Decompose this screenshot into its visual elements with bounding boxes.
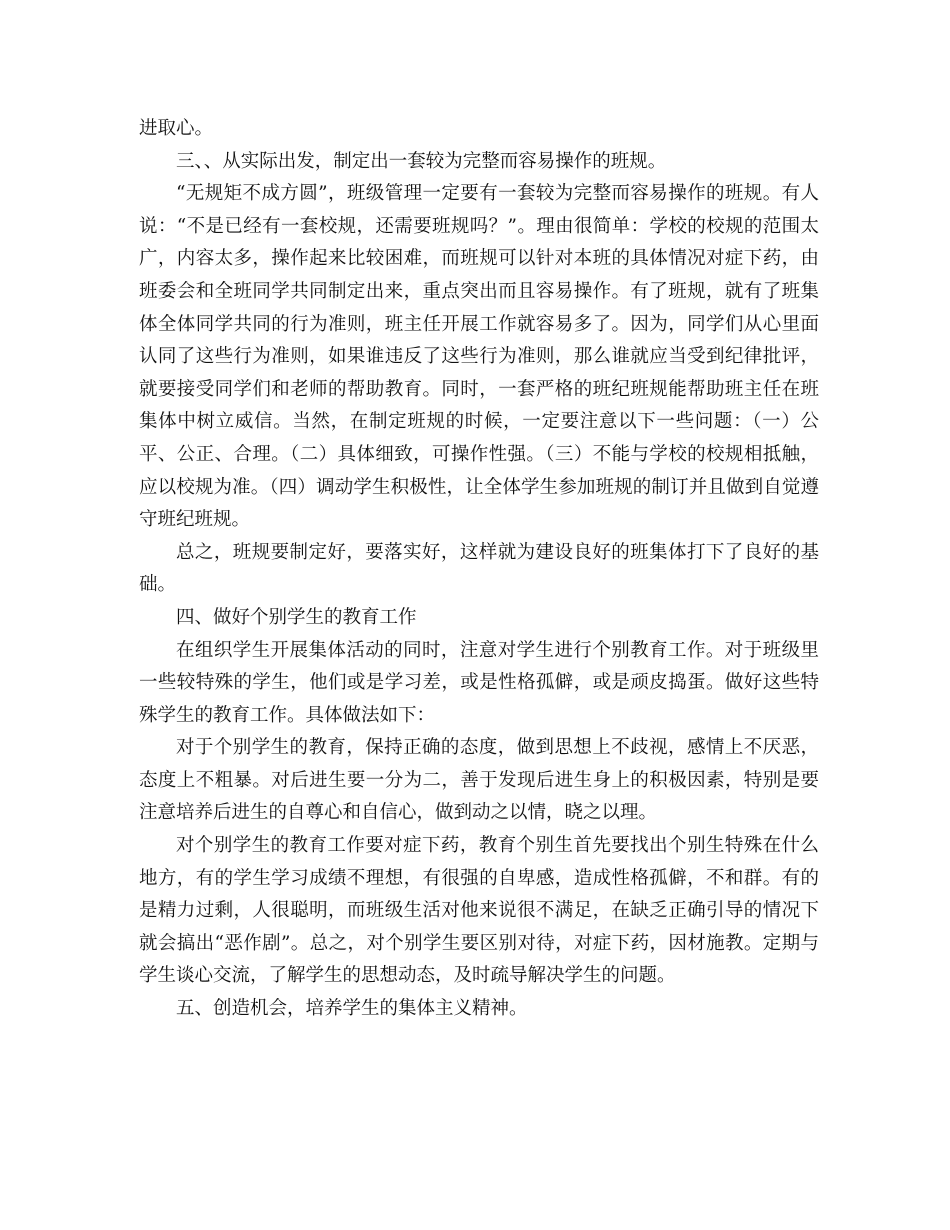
document-body	[139, 113, 819, 1026]
section-heading-4: 四、做好个别学生的教育工作	[176, 606, 417, 628]
paragraph-targeted-education: 对个别学生的教育工作要对症下药，教育个别生首先要找出个别生特殊在什么地方，有的学生学习成绩不理想，有很强的自卑感，造成性格孤僻，不和群。有的是精力过剩，人很聪明，而班级生活对他来说很不满足，在缺乏正确引导的情况下就会搞出“恶作剧”。总之，对个别学生要区别对待，对症下药，因材施教。定期与学生谈心交流，了解学生的思想动态，及时疏导解决学生的问题。	[139, 835, 819, 987]
paragraph-1: 进取心。	[139, 118, 214, 139]
paragraph-class-rules: “无规矩不成方圆”，班级管理一定要有一套较为完整而容易操作的班规。有人说：“不是已经有一套校规，还需要班规吗？”。理由很简单：学校的校规的范围太广，内容太多，操作起来比较困难，而班规可以针对本班的具体情况对症下药，由班委会和全班同学共同制定出来，重点突出而且容易操作。有了班规，就有了班集体全体同学共同的行为准则，班主任开展工作就容易多了。因为，同学们从心里面认同了这些行为准则，如果谁违反了这些行为准则，那么谁就应当受到纪律批评，就要接受同学们和老师的帮助教育。同时，一套严格的班纪班规能帮助班主任在班集体中树立威信。当然，在制定班规的时候，一定要注意以下一些问题：（一）公平、公正、合理。（二）具体细致，可操作性强。（三）不能与学校的校规相抵触，应以校规为准。（四）调动学生积极性，让全体学生参加班规的制订并且做到自觉遵守班纪班规。	[139, 183, 819, 531]
paragraph-summary: 总之，班规要制定好，要落实好，这样就为建设良好的班集体打下了良好的基础。	[139, 541, 819, 596]
section-heading-3: 三、、从实际出发，制定出一套较为完整而容易操作的班规。	[176, 150, 667, 172]
paragraph-attitude: 对于个别学生的教育，保持正确的态度，做到思想上不歧视，感情上不厌恶，态度上不粗暴。对后进生要一分为二，善于发现后进生身上的积极因素，特别是要注意培养后进生的自尊心和自信心，做到动之以情，晓之以理。	[139, 737, 819, 824]
section-heading-5: 五、创造机会，培养学生的集体主义精神。	[176, 998, 528, 1020]
paragraph-individual-intro: 在组织学生开展集体活动的同时，注意对学生进行个别教育工作。对于班级里一些较特殊的学生，他们或是学习差，或是性格孤僻，或是顽皮捣蛋。做好这些特殊学生的教育工作。具体做法如下：	[139, 639, 819, 726]
